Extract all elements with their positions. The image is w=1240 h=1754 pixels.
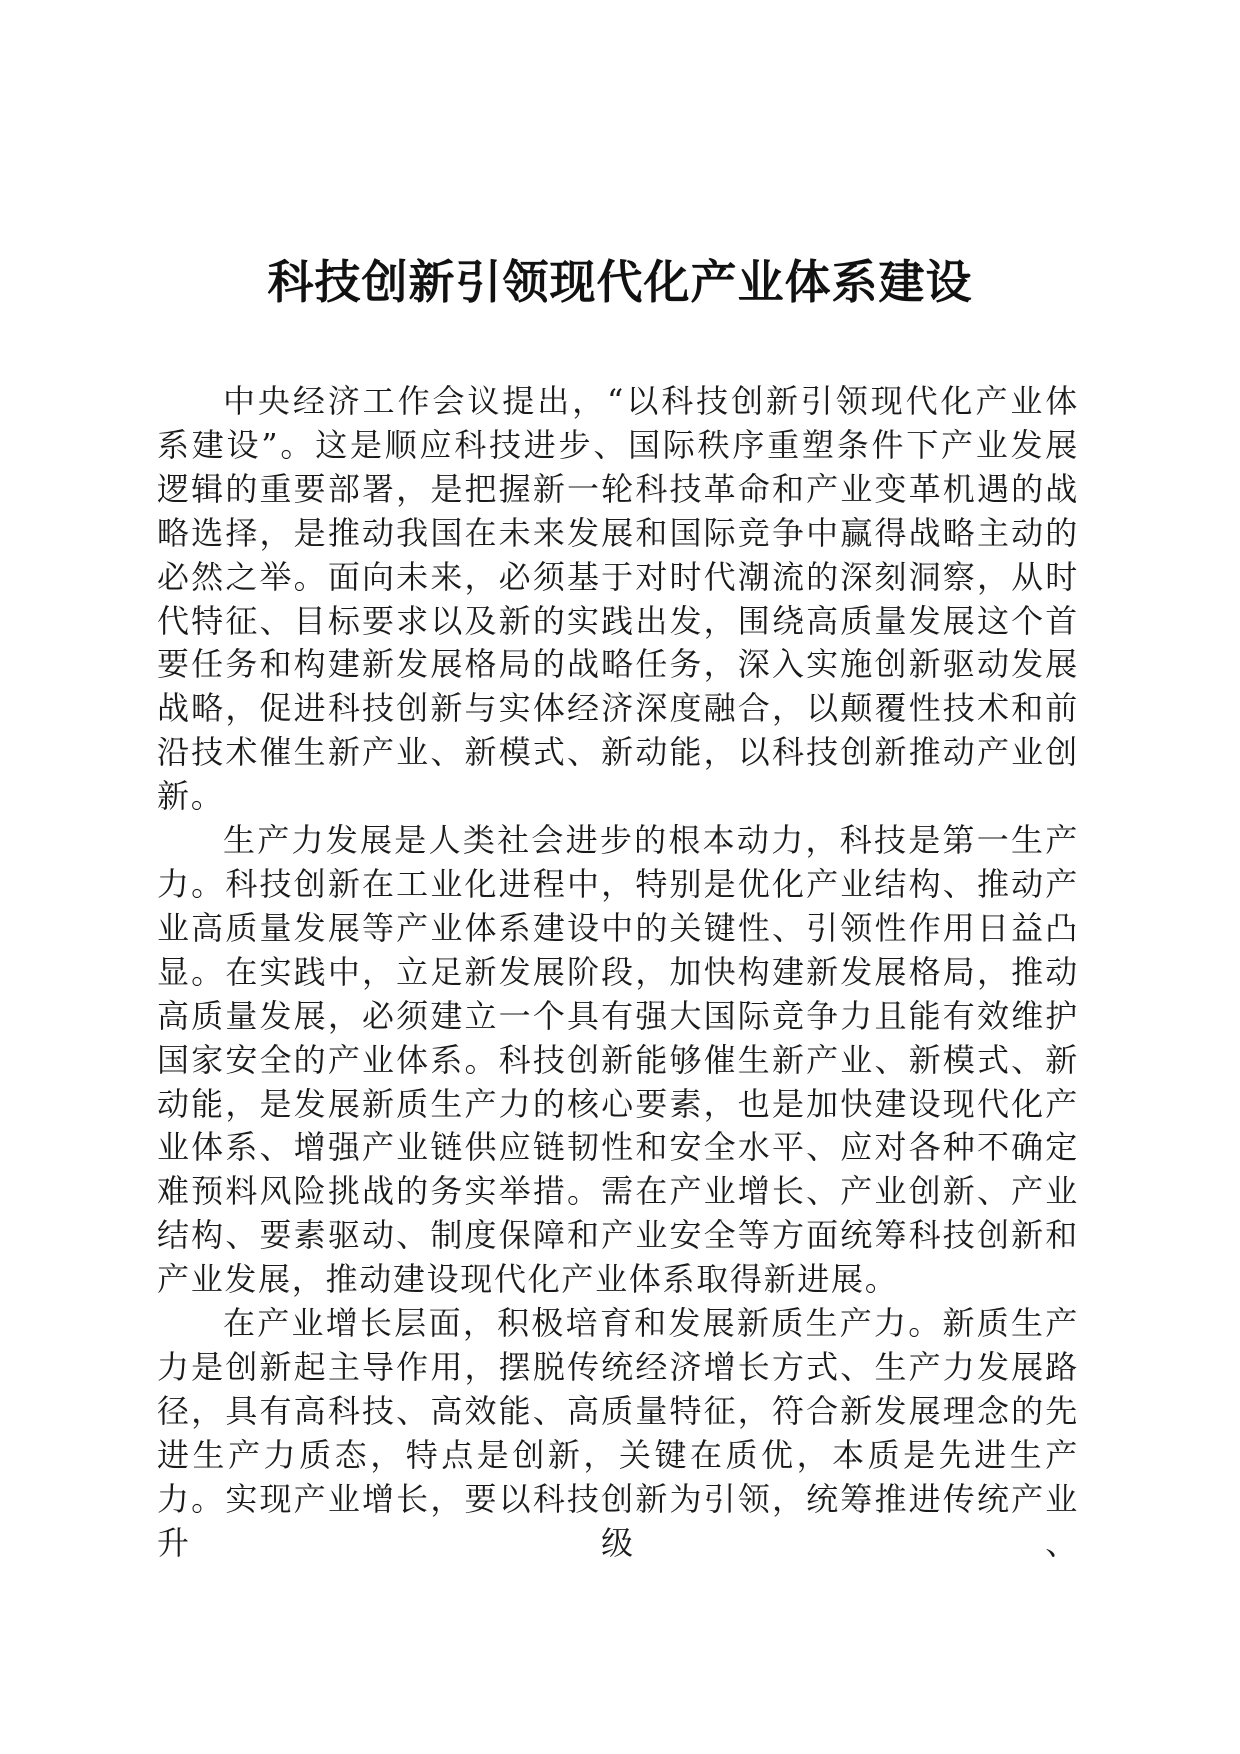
paragraph-3: 在产业增长层面，积极培育和发展新质生产力。新质生产力是创新起主导作用，摆脱传统经济增长方式、生产力发展路径，具有高科技、高效能、高质量特征，符合新发展理念的先进生产力质态，特点是创新，关键在质优，本质是先进生产力。实现产业增长，要以科技创新为引领，统筹推进传统产业升级、	[157, 1304, 1079, 1562]
paragraph-2: 生产力发展是人类社会进步的根本动力，科技是第一生产力。科技创新在工业化进程中，特别是优化产业结构、推动产业高质量发展等产业体系建设中的关键性、引领性作用日益凸显。在实践中，立足新发展阶段，加快构建新发展格局，推动高质量发展，必须建立一个具有强大国际竞争力且能有效维护国家安全的产业体系。科技创新能够催生新产业、新模式、新动能，是发展新质生产力的核心要素，也是加快建设现代化产业体系、增强产业链供应链韧性和安全水平、应对各种不确定难预料风险挑战的务实举措。需在产业增长、产业创新、产业结构、要素驱动、制度保障和产业安全等方面统筹科技创新和产业发展，推动建设现代化产业体系取得新进展。	[157, 821, 1079, 1299]
paragraph-1: 中央经济工作会议提出，“以科技创新引领现代化产业体系建设”。这是顺应科技进步、国际秩序重塑条件下产业发展逻辑的重要部署，是把握新一轮科技革命和产业变革机遇的战略选择，是推动我国在未来发展和国际竞争中赢得战略主动的必然之举。面向未来，必须基于对时代潮流的深刻洞察，从时代特征、目标要求以及新的实践出发，围绕高质量发展这个首要任务和构建新发展格局的战略任务，深入实施创新驱动发展战略，促进科技创新与实体经济深度融合，以颠覆性技术和前沿技术催生新产业、新模式、新动能，以科技创新推动产业创新。	[157, 382, 1079, 816]
document-body	[157, 380, 1079, 1565]
document-title: 科技创新引领现代化产业体系建设	[267, 255, 973, 309]
